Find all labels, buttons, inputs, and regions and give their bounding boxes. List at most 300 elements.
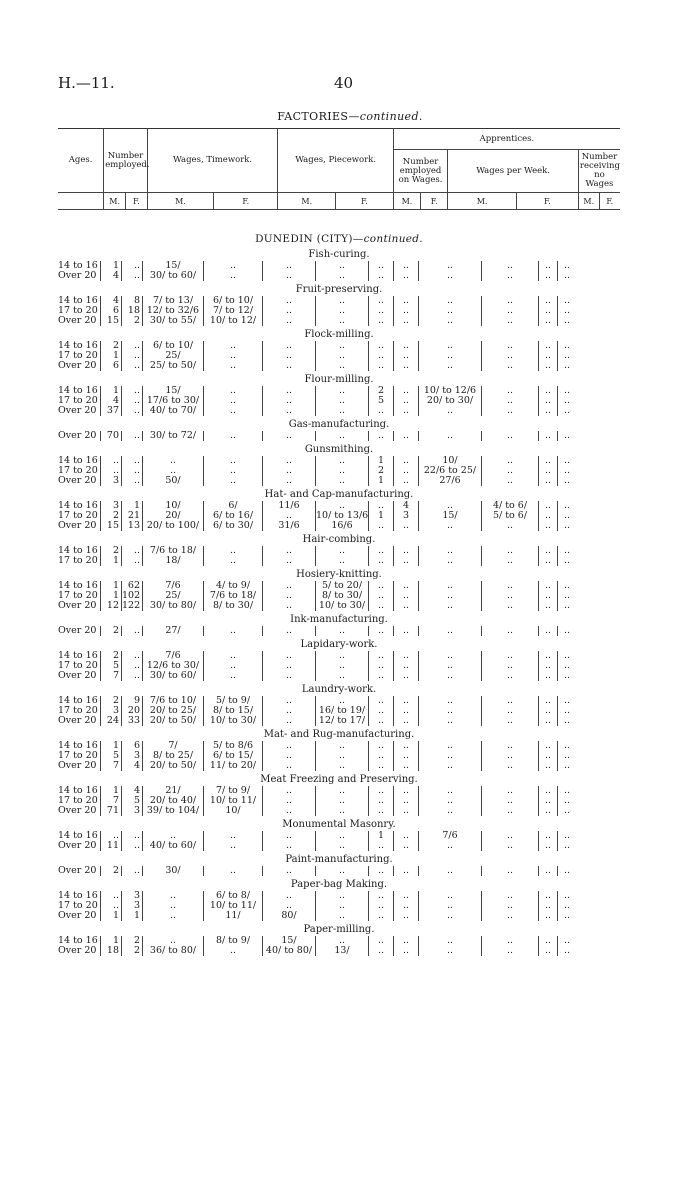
table-cell: .. <box>539 626 558 636</box>
table-row <box>58 866 620 876</box>
table-cell: 37 <box>101 406 122 416</box>
table-cell: .. <box>563 901 571 911</box>
table-cell: Over 20 <box>58 716 101 726</box>
table-cell: .. <box>263 901 316 911</box>
table-cell: .. <box>263 386 316 396</box>
table-row <box>58 396 620 406</box>
table-cell: .. <box>482 796 539 806</box>
table-cell: .. <box>394 601 419 611</box>
table-row <box>58 796 620 806</box>
table-cell: 6/ to 15/ <box>204 751 263 761</box>
table-cell: .. <box>204 271 263 281</box>
header-f: F. <box>599 193 620 210</box>
header-no-wages: Number receiving no Wages <box>578 150 620 193</box>
table-cell: 80/ <box>263 911 316 921</box>
table-cell: 2 <box>369 386 394 396</box>
table-cell: .. <box>263 866 316 876</box>
table-cell: 3 <box>101 706 122 716</box>
table-cell: .. <box>369 431 394 441</box>
table-row <box>58 661 620 671</box>
table-cell: .. <box>563 386 571 396</box>
table-cell: .. <box>394 341 419 351</box>
table-cell: 14 to 16 <box>58 501 101 511</box>
table-cell: .. <box>394 741 419 751</box>
table-cell: .. <box>369 341 394 351</box>
table-cell: .. <box>204 466 263 476</box>
table-row <box>58 261 620 271</box>
table-row <box>58 306 620 316</box>
table-cell: 14 to 16 <box>58 456 101 466</box>
table-cell: 7/ to 12/ <box>204 306 263 316</box>
table-cell: 31/6 <box>263 521 316 531</box>
table-cell: 13 <box>122 521 143 531</box>
table-cell: .. <box>316 786 369 796</box>
table-cell: .. <box>369 706 394 716</box>
table-cell: .. <box>316 271 369 281</box>
industry-title: Laundry-work. <box>301 684 377 695</box>
table-cell: .. <box>563 671 571 681</box>
table-row <box>58 501 620 511</box>
table-cell: .. <box>394 911 419 921</box>
table-cell: 14 to 16 <box>58 891 101 901</box>
table-cell: .. <box>204 831 263 841</box>
industry-section <box>58 818 620 851</box>
industry-title: Gunsmithing. <box>304 444 374 455</box>
table-cell: .. <box>394 546 419 556</box>
header-f: F. <box>421 193 448 210</box>
table-cell: 1 <box>101 581 122 591</box>
header-wages-piecework: Wages, Piecework. <box>278 129 393 193</box>
table-cell: 10/ <box>143 501 204 511</box>
table-cell: 4 <box>394 501 419 511</box>
table-cell: 7/6 <box>143 581 204 591</box>
header-f: F. <box>336 193 394 210</box>
table-cell: 3 <box>122 891 143 901</box>
table-cell: 10/ to 13/6 <box>316 511 369 521</box>
table-cell: .. <box>539 521 558 531</box>
table-cell: .. <box>563 466 571 476</box>
table-cell: Over 20 <box>58 406 101 416</box>
table-row <box>58 341 620 351</box>
table-row <box>58 741 620 751</box>
table-cell: .. <box>263 891 316 901</box>
table-cell: .. <box>539 456 558 466</box>
table-cell: .. <box>394 761 419 771</box>
table-cell: 8/ to 15/ <box>204 706 263 716</box>
table-cell: .. <box>204 431 263 441</box>
table-cell: .. <box>316 741 369 751</box>
table-cell: .. <box>204 341 263 351</box>
table-cell: .. <box>539 271 558 281</box>
table-cell: 14 to 16 <box>58 386 101 396</box>
table-cell: .. <box>369 696 394 706</box>
table-cell: 25/ <box>143 351 204 361</box>
table-cell: .. <box>263 696 316 706</box>
table-cell: .. <box>563 696 571 706</box>
table-cell: Over 20 <box>58 866 101 876</box>
table-cell: .. <box>539 386 558 396</box>
table-cell: .. <box>419 841 482 851</box>
header-m: M. <box>147 193 213 210</box>
table-cell: 10/ <box>419 456 482 466</box>
table-cell: .. <box>539 466 558 476</box>
table-cell: 17 to 20 <box>58 901 101 911</box>
table-cell: .. <box>316 406 369 416</box>
table-cell: 6/ to 30/ <box>204 521 263 531</box>
table-cell: .. <box>482 831 539 841</box>
header-m: M. <box>578 193 599 210</box>
table-cell: .. <box>101 901 122 911</box>
table-cell: 4 <box>101 396 122 406</box>
table-cell: 7/ to 9/ <box>204 786 263 796</box>
table-cell: .. <box>563 716 571 726</box>
table-cell: .. <box>563 581 571 591</box>
table-cell: .. <box>482 261 539 271</box>
table-cell: .. <box>369 891 394 901</box>
industry-title: Mat- and Rug-manufacturing. <box>263 729 415 740</box>
table-cell: .. <box>563 891 571 901</box>
table-cell: Over 20 <box>58 431 101 441</box>
table-cell: .. <box>482 911 539 921</box>
table-cell: 10/ to 12/ <box>204 316 263 326</box>
table-cell: .. <box>563 761 571 771</box>
table-cell: 70 <box>101 431 122 441</box>
table-cell: .. <box>394 581 419 591</box>
table-cell: 20 <box>122 706 143 716</box>
table-cell: 9 <box>122 696 143 706</box>
table-cell: .. <box>563 626 571 636</box>
table-cell: .. <box>316 891 369 901</box>
table-cell: .. <box>419 316 482 326</box>
table-row <box>58 806 620 816</box>
table-cell: .. <box>204 386 263 396</box>
table-cell: .. <box>482 806 539 816</box>
table-cell: .. <box>316 696 369 706</box>
table-cell: .. <box>263 511 316 521</box>
table-cell: .. <box>539 296 558 306</box>
table-cell: .. <box>563 911 571 921</box>
table-cell: .. <box>316 841 369 851</box>
table-cell: 2 <box>122 946 143 956</box>
table-cell: .. <box>394 406 419 416</box>
table-cell: .. <box>482 866 539 876</box>
table-cell: 2 <box>101 546 122 556</box>
table-cell: 14 to 16 <box>58 786 101 796</box>
table-row <box>58 751 620 761</box>
table-cell: .. <box>204 546 263 556</box>
table-cell: 14 to 16 <box>58 741 101 751</box>
district-name: DUNEDIN (CITY)— <box>255 233 364 245</box>
table-cell: .. <box>482 671 539 681</box>
table-cell: 14 to 16 <box>58 651 101 661</box>
table-cell: .. <box>419 271 482 281</box>
table-cell: .. <box>419 601 482 611</box>
table-cell: .. <box>539 786 558 796</box>
table-row <box>58 476 620 486</box>
table-cell: 17 to 20 <box>58 796 101 806</box>
table-cell: 30/ <box>143 866 204 876</box>
table-cell: .. <box>263 466 316 476</box>
table-cell: .. <box>369 546 394 556</box>
table-cell: .. <box>263 476 316 486</box>
table-cell: Over 20 <box>58 761 101 771</box>
table-cell: .. <box>369 761 394 771</box>
table-cell: .. <box>482 546 539 556</box>
table-cell: 25/ to 50/ <box>143 361 204 371</box>
report-code: H.—11. <box>58 74 115 92</box>
table-cell: 1 <box>122 501 143 511</box>
table-row <box>58 316 620 326</box>
table-cell: 1 <box>101 261 122 271</box>
table-cell: .. <box>316 456 369 466</box>
table-cell: .. <box>419 936 482 946</box>
table-cell: .. <box>482 741 539 751</box>
table-cell: .. <box>394 351 419 361</box>
table-row <box>58 406 620 416</box>
table-cell: 12/6 to 30/ <box>143 661 204 671</box>
table-cell: .. <box>316 831 369 841</box>
table-cell: .. <box>419 626 482 636</box>
table-cell: .. <box>369 841 394 851</box>
table-cell: .. <box>539 741 558 751</box>
industry-title: Flour-milling. <box>304 374 374 385</box>
table-cell: .. <box>204 556 263 566</box>
table-cell: .. <box>539 306 558 316</box>
header-m: M. <box>278 193 336 210</box>
table-cell: .. <box>394 476 419 486</box>
table-cell: .. <box>539 716 558 726</box>
table-cell: .. <box>482 396 539 406</box>
table-cell: 17 to 20 <box>58 556 101 566</box>
table-cell: 8 <box>122 296 143 306</box>
table-cell: 15 <box>101 521 122 531</box>
table-cell: .. <box>122 866 143 876</box>
industry-title: Hat- and Cap-manufacturing. <box>264 489 414 500</box>
table-cell: 1 <box>101 911 122 921</box>
table-cell: .. <box>482 751 539 761</box>
table-cell: 10/ <box>204 806 263 816</box>
industry-section <box>58 248 620 281</box>
table-cell: .. <box>369 626 394 636</box>
table-cell: .. <box>122 351 143 361</box>
table-cell: .. <box>316 796 369 806</box>
table-cell: 1 <box>101 556 122 566</box>
header-m: M. <box>104 193 126 210</box>
table-cell: .. <box>482 946 539 956</box>
table-cell: 14 to 16 <box>58 831 101 841</box>
table-cell: 30/ to 60/ <box>143 271 204 281</box>
table-cell: .. <box>122 831 143 841</box>
table-cell: .. <box>563 936 571 946</box>
table-cell: .. <box>369 651 394 661</box>
table-cell: .. <box>122 271 143 281</box>
table-cell: .. <box>394 901 419 911</box>
table-cell: .. <box>204 361 263 371</box>
table-cell: .. <box>316 501 369 511</box>
table-cell: .. <box>263 716 316 726</box>
header-ages-blank <box>58 193 104 210</box>
table-cell: .. <box>563 806 571 816</box>
table-cell: .. <box>263 831 316 841</box>
table-cell: .. <box>122 341 143 351</box>
table-row <box>58 696 620 706</box>
table-cell: .. <box>122 626 143 636</box>
table-cell: .. <box>419 406 482 416</box>
table-cell: .. <box>263 741 316 751</box>
table-cell: 11/ <box>204 911 263 921</box>
table-cell: 10/ to 11/ <box>204 901 263 911</box>
table-cell: Over 20 <box>58 271 101 281</box>
table-cell: .. <box>539 581 558 591</box>
table-cell: 8/ to 30/ <box>204 601 263 611</box>
table-row <box>58 831 620 841</box>
table-cell: .. <box>419 716 482 726</box>
table-cell: 17 to 20 <box>58 351 101 361</box>
table-cell: .. <box>204 671 263 681</box>
table-cell: .. <box>316 361 369 371</box>
table-cell: .. <box>122 456 143 466</box>
industry-title: Flock-milling. <box>304 329 374 340</box>
table-cell: .. <box>369 556 394 566</box>
table-cell: .. <box>482 716 539 726</box>
table-cell: 3 <box>122 806 143 816</box>
table-cell: 33 <box>122 716 143 726</box>
industry-section <box>58 443 620 486</box>
table-cell: .. <box>316 351 369 361</box>
table-cell: .. <box>394 936 419 946</box>
table-cell: 5 <box>101 661 122 671</box>
table-cell: .. <box>563 796 571 806</box>
table-cell: Over 20 <box>58 361 101 371</box>
table-cell: .. <box>563 741 571 751</box>
table-cell: 6/ <box>204 501 263 511</box>
table-cell: .. <box>394 696 419 706</box>
table-cell: .. <box>394 706 419 716</box>
table-cell: .. <box>369 741 394 751</box>
table-cell: .. <box>539 601 558 611</box>
table-cell: .. <box>263 316 316 326</box>
table-cell: .. <box>122 556 143 566</box>
table-cell: .. <box>122 661 143 671</box>
table-cell: .. <box>563 271 571 281</box>
table-cell: 7 <box>101 671 122 681</box>
table-cell: .. <box>316 341 369 351</box>
table-cell: .. <box>316 806 369 816</box>
table-cell: .. <box>563 361 571 371</box>
table-cell: .. <box>419 706 482 716</box>
table-cell: .. <box>419 351 482 361</box>
table-cell: .. <box>563 501 571 511</box>
table-cell: 3 <box>101 476 122 486</box>
table-cell: .. <box>539 341 558 351</box>
table-cell: .. <box>263 626 316 636</box>
table-cell: 2 <box>101 696 122 706</box>
table-cell: 18/ <box>143 556 204 566</box>
table-cell: .. <box>482 296 539 306</box>
table-cell: .. <box>419 891 482 901</box>
table-cell: Over 20 <box>58 476 101 486</box>
table-cell: 20/ <box>143 511 204 521</box>
industry-section <box>58 488 620 531</box>
industry-section <box>58 638 620 681</box>
table-cell: .. <box>263 456 316 466</box>
table-cell: .. <box>419 806 482 816</box>
table-cell: .. <box>263 406 316 416</box>
table-cell: .. <box>394 891 419 901</box>
running-title <box>0 110 700 123</box>
table-cell: .. <box>539 661 558 671</box>
table-cell: .. <box>204 476 263 486</box>
table-cell: 6 <box>101 361 122 371</box>
table-cell: .. <box>539 946 558 956</box>
table-cell: .. <box>204 261 263 271</box>
table-cell: .. <box>482 696 539 706</box>
table-cell: 13/ <box>316 946 369 956</box>
table-row <box>58 466 620 476</box>
table-cell: .. <box>563 556 571 566</box>
table-cell: 1 <box>101 786 122 796</box>
table-cell: .. <box>316 316 369 326</box>
table-cell: .. <box>539 751 558 761</box>
table-cell: 7 <box>101 796 122 806</box>
table-cell: 36/ to 80/ <box>143 946 204 956</box>
table-cell: .. <box>263 796 316 806</box>
table-cell: .. <box>122 361 143 371</box>
table-cell: .. <box>539 361 558 371</box>
table-cell: .. <box>263 671 316 681</box>
table-cell: .. <box>563 946 571 956</box>
table-cell: 122 <box>122 601 143 611</box>
table-cell: 4 <box>101 296 122 306</box>
table-cell: .. <box>419 946 482 956</box>
table-row <box>58 841 620 851</box>
table-cell: .. <box>563 406 571 416</box>
table-cell: .. <box>539 671 558 681</box>
table-cell: .. <box>369 661 394 671</box>
table-cell: .. <box>369 581 394 591</box>
table-cell: 3 <box>122 901 143 911</box>
table-cell: 11/ to 20/ <box>204 761 263 771</box>
table-cell: .. <box>563 591 571 601</box>
table-cell: .. <box>369 501 394 511</box>
table-cell: 15/ <box>263 936 316 946</box>
table-cell: .. <box>369 306 394 316</box>
table-cell: .. <box>122 651 143 661</box>
header-number-employed: Number employed. <box>104 129 148 193</box>
industry-title: Meat Freezing and Preserving. <box>260 774 418 785</box>
table-cell: 7/ to 13/ <box>143 296 204 306</box>
table-cell: .. <box>563 351 571 361</box>
table-cell: 21/ <box>143 786 204 796</box>
table-cell: .. <box>122 466 143 476</box>
table-cell: 16/ to 19/ <box>316 706 369 716</box>
industry-section <box>58 773 620 816</box>
table-cell: .. <box>316 936 369 946</box>
table-cell: 6/ to 10/ <box>143 341 204 351</box>
header-ages: Ages. <box>58 129 104 193</box>
table-cell: .. <box>369 601 394 611</box>
table-cell: .. <box>419 546 482 556</box>
table-cell: Over 20 <box>58 671 101 681</box>
table-cell: .. <box>419 581 482 591</box>
table-cell: .. <box>419 296 482 306</box>
table-cell: .. <box>394 521 419 531</box>
table-cell: 7 <box>101 761 122 771</box>
table-cell: .. <box>482 521 539 531</box>
table-cell: 2 <box>101 866 122 876</box>
table-cell: 7/6 to 10/ <box>143 696 204 706</box>
table-cell: 5/ to 20/ <box>316 581 369 591</box>
